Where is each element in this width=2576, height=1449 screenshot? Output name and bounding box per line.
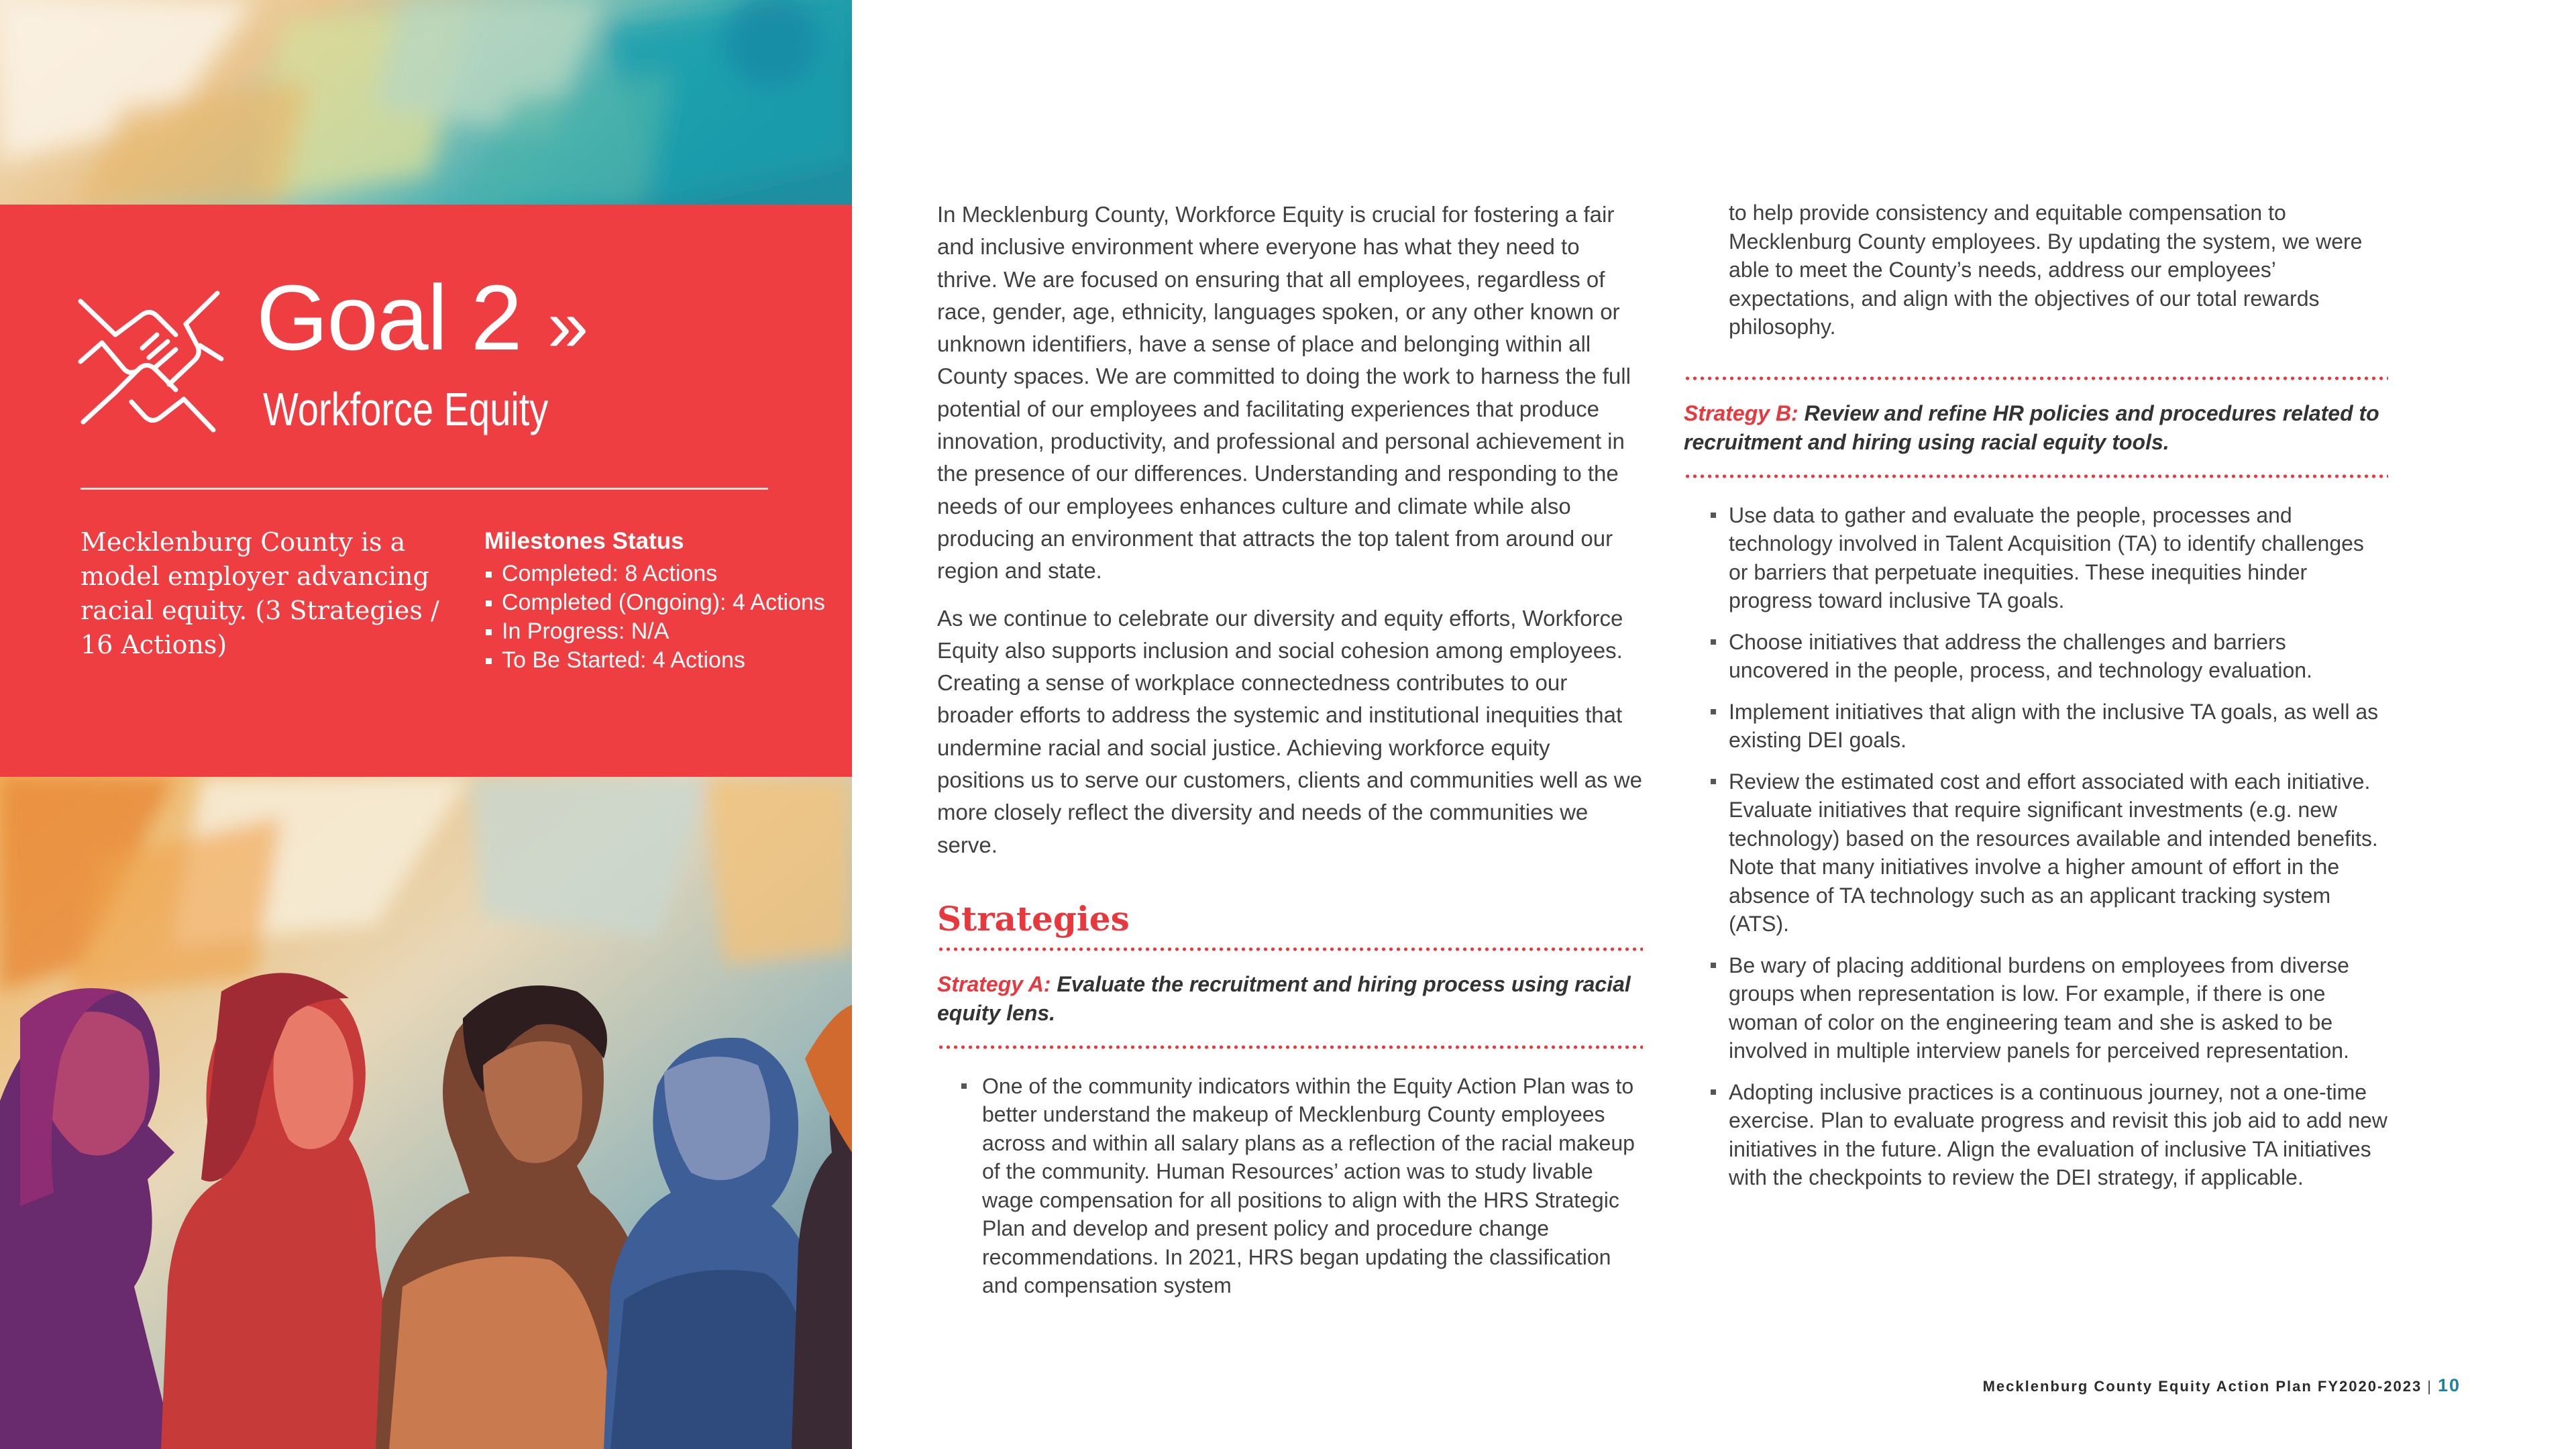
goal-header-block	[0, 205, 852, 777]
list-item: Review the estimated cost and effort associated with each initiative. Evaluate initiatives that require significant investments (e.g. new technology) based on the resources available and intended benefits. Note that many initiatives involve a higher amount of effort in the absence of TA technology such as an applicant tracking system (ATS).	[1684, 767, 2388, 938]
milestone-item: Completed (Ongoing): 4 Actions	[484, 588, 833, 617]
people-illustration	[0, 777, 852, 1449]
dotted-divider	[937, 1045, 1643, 1049]
content-column-left	[937, 199, 1643, 1313]
strategy-b-text: Review and refine HR policies and procedures related to recruitment and hiring using racial equity tools.	[1684, 400, 2379, 454]
goal-subtitle: Workforce Equity	[263, 383, 549, 435]
goal-mission-statement: Mecklenburg County is a model employer advancing racial equity. (3 Strategies / 16 Actions)	[80, 527, 439, 659]
strategy-a-continuation: to help provide consistency and equitable compensation to Mecklenburg County employees. By updating the system, we were able to meet the County’s needs, address our employees’ expectations, and align with the objectives of our total rewards philosophy.	[1729, 201, 2363, 339]
milestone-item: To Be Started: 4 Actions	[484, 646, 833, 675]
list-item: Use data to gather and evaluate the people, processes and technology involved in Talent Acquisition (TA) to identify challenges or barriers that perpetuate inequities. These inequities hinder progress toward inclusive TA goals.	[1684, 501, 2388, 615]
hands-together-icon	[75, 286, 226, 437]
list-item: Implement initiatives that align with the inclusive TA goals, as well as existing DEI goals.	[1684, 698, 2388, 755]
milestones-heading: Milestones Status	[484, 528, 684, 554]
strategies-heading: Strategies	[937, 898, 1130, 938]
list-item: One of the community indicators within the Equity Action Plan was to better understand the makeup of Mecklenburg County employees across and within all salary plans as a reflection of the racial makeup of the community. Human Resources’ action was to study livable wage compensation for all positions to align with the HRS Strategic Plan and develop and present policy and procedure change recommendations. In 2021, HRS began updating the classification and compensation system	[937, 1072, 1643, 1300]
milestone-item: In Progress: N/A	[484, 617, 833, 646]
goal-title: Goal 2	[256, 266, 521, 370]
goal-chevron: »	[547, 284, 589, 367]
footer-separator: |	[2427, 1378, 2432, 1395]
strategy-a-label: Strategy A:	[937, 971, 1051, 996]
strategy-b-heading	[1684, 380, 2388, 474]
milestone-item: Completed: 8 Actions	[484, 559, 833, 588]
intro-paragraph: As we continue to celebrate our diversity and equity efforts, Workforce Equity also supports inclusion and social cohesion among employees. Creating a sense of workplace connectedness contributes to our broader efforts to address the systemic and institutional inequities that undermine racial and social justice. Achieving workforce equity positions us to serve our customers, clients and communities well as we more closely reflect the diversity and needs of the communities we serve.	[937, 605, 1642, 857]
milestones-status	[484, 525, 833, 675]
abstract-painting-top	[0, 0, 852, 205]
strategy-a-heading	[937, 951, 1643, 1045]
list-item: Choose initiatives that address the challenges and barriers uncovered in the people, process, and technology evaluation.	[1684, 628, 2388, 685]
strategy-b-actions	[1684, 501, 2388, 1192]
strategy-a-actions	[937, 1072, 1643, 1300]
intro-paragraph: In Mecklenburg County, Workforce Equity is crucial for fostering a fair and inclusive environment where everyone has what they need to thrive. We are focused on ensuring that all employees, regardless of race, gender, age, ethnicity, languages spoken, or any other known or unknown identifiers, have a sense of place and belonging within all County spaces. We are committed to doing the work to harness the full potential of our employees and facilitating experiences that produce innovation, productivity, and professional and personal achievement in the presence of our differences. Understanding and responding to the needs of our employees enhances culture and climate while also producing an environment that attracts the top talent from around our region and state.	[937, 202, 1631, 584]
goal-panel	[0, 0, 852, 1449]
strategy-a-text: Evaluate the recruitment and hiring process using racial equity lens.	[937, 971, 1631, 1025]
content-column-right	[1684, 199, 2388, 1205]
list-item: Be wary of placing additional burdens on employees from diverse groups when representation is low. For example, if there is one woman of color on the engineering team and she is asked to be involved in multiple interview panels for perceived representation.	[1684, 951, 2388, 1065]
divider	[80, 488, 768, 490]
strategy-b-label: Strategy B:	[1684, 400, 1799, 425]
page-number: 10	[2437, 1375, 2461, 1395]
page-footer	[1983, 1375, 2461, 1396]
list-item: Adopting inclusive practices is a continuous journey, not a one-time exercise. Plan to evaluate progress and revisit this job aid to add new initiatives in the future. Align the evaluation of inclusive TA initiatives with the checkpoints to review the DEI strategy, if applicable.	[1684, 1078, 2388, 1192]
milestones-list	[484, 559, 833, 675]
footer-title: Mecklenburg County Equity Action Plan FY2020-2023	[1982, 1378, 2422, 1395]
dotted-divider	[1684, 474, 2388, 478]
